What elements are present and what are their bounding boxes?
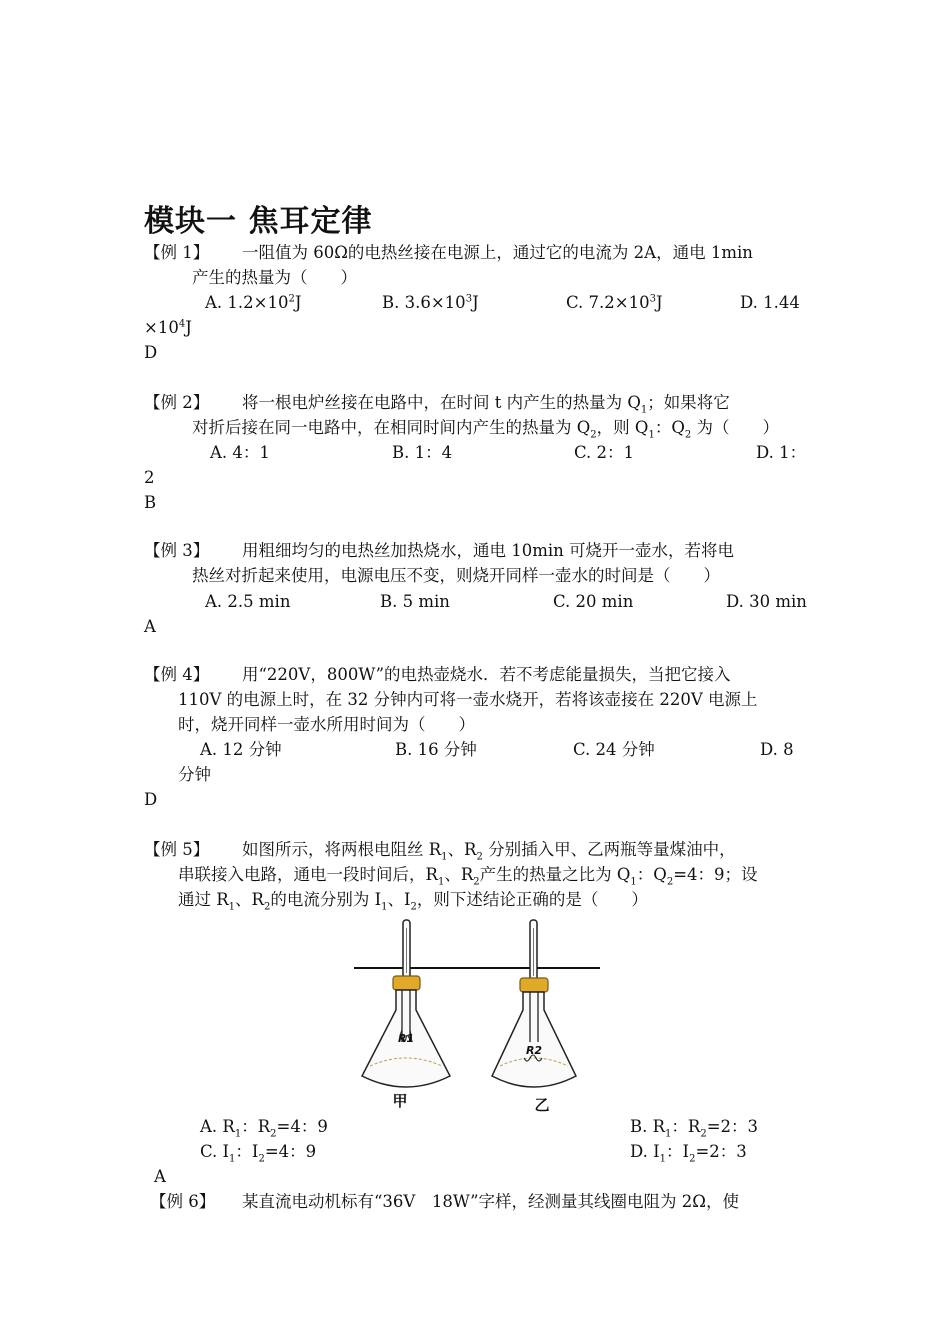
example-3-option-a: A. 2.5 min [205, 592, 291, 611]
example-5-option-b: B. $R_1$：$R_2=2$：3 [630, 1117, 759, 1140]
section-title: 模块一 焦耳定律 [144, 204, 373, 239]
example-4-option-d: D. 8 [760, 740, 794, 759]
example-4-line-3: 时，烧开同样一壶水所用时间为（ ） [178, 715, 475, 734]
example-5-option-d: D. $I_1$：$I_2=2$：3 [630, 1142, 747, 1165]
example-6-line-1: 某直流电动机标有“36V 18W”字样，经测量其线圈电阻为 2Ω，使 [242, 1192, 739, 1211]
flask-left [362, 920, 450, 1110]
example-3-option-d: D. 30 min [726, 592, 807, 611]
example-1-line-1: 一阻值为 60Ω的电热丝接在电源上，通过它的电流为 2A，通电 1min [242, 243, 753, 262]
example-5-answer: A [154, 1167, 166, 1186]
flask-left-label: 甲 [392, 1092, 408, 1110]
example-2-option-b: B. 1：4 [392, 443, 453, 462]
example-1-option-a: A. $1.2\times 10^2J$ [205, 293, 302, 312]
example-5-option-a: A. $R_1$：$R_2=4$：9 [200, 1117, 328, 1140]
two-flasks-figure [352, 918, 602, 1116]
example-1-option-b: B. $3.6\times 10^3J$ [382, 293, 479, 312]
example-4-answer: D [144, 790, 158, 809]
example-2-option-a: A. 4：1 [210, 443, 270, 462]
example-1-answer: D [144, 343, 158, 362]
example-3-label: 【例 3】 [144, 541, 210, 560]
example-5-option-c: C. $I_1$：$I_2=4$：9 [200, 1142, 317, 1165]
example-4-option-b: B. 16 分钟 [395, 740, 477, 759]
example-3-option-b: B. 5 min [380, 592, 450, 611]
resistor-right-label: R2 [525, 1044, 543, 1057]
example-2-label: 【例 2】 [144, 393, 210, 412]
example-5-label: 【例 5】 [144, 840, 210, 859]
example-2-option-d: D. 1： [756, 443, 807, 462]
example-3-line-2: 热丝对折起来使用，电源电压不变，则烧开同样一壶水的时间是（ ） [192, 566, 720, 585]
example-1-label: 【例 1】 [144, 243, 210, 262]
example-2-option-c: C. 2：1 [574, 443, 635, 462]
example-4-label: 【例 4】 [144, 665, 210, 684]
example-4-option-a: A. 12 分钟 [200, 740, 282, 759]
example-2-line-1: 将一根电炉丝接在电路中，在时间 t 内产生的热量为 $Q_1$；如果将它 [242, 393, 730, 416]
example-1-option-d-continued: $\times 10^4J$ [144, 318, 192, 337]
example-1-option-c: C. $7.2\times 10^3J$ [566, 293, 663, 312]
resistor-left-label: R1 [397, 1032, 415, 1045]
example-1-line-2: 产生的热量为（ ） [192, 268, 357, 287]
example-3-option-c: C. 20 min [553, 592, 634, 611]
example-4-line-1: 用“220V，800W”的电热壶烧水．若不考虑能量损失，当把它接入 [242, 665, 731, 684]
example-4-line-2: 110V 的电源上时，在 32 分钟内可将一壶水烧开，若将该壶接在 220V 电源上 [178, 690, 758, 709]
example-2-option-d-continued: 2 [144, 468, 155, 487]
example-3-line-1: 用粗细均匀的电热丝加热烧水，通电 10min 可烧开一壶水，若将电 [242, 541, 735, 560]
example-3-answer: A [144, 617, 156, 636]
example-1-option-d: D. 1.44 [740, 293, 800, 312]
example-4-option-d-continued: 分钟 [178, 765, 211, 784]
example-4-option-c: C. 24 分钟 [573, 740, 655, 759]
example-5-line-2: 串联接入电路，通电一段时间后，$R_1$、$R_2$产生的热量之比为 $Q_1$：$Q_2=4$：9；设 [178, 865, 758, 888]
example-6-label: 【例 6】 [150, 1192, 216, 1211]
flask-right [492, 920, 576, 1114]
example-2-answer: B [144, 493, 157, 512]
example-5-line-3: 通过 $R_1$、$R_2$的电流分别为 $I_1$、$I_2$，则下述结论正确的是（ ） [178, 890, 648, 913]
flask-right-label: 乙 [534, 1096, 550, 1114]
example-2-line-2: 对折后接在同一电路中，在相同时间内产生的热量为 $Q_2$，则 $Q_1$：$Q_2$ 为（ ） [192, 418, 779, 441]
example-5-line-1: 如图所示，将两根电阻丝 $R_1$、$R_2$ 分别插入甲、乙两瓶等量煤油中， [242, 840, 736, 863]
